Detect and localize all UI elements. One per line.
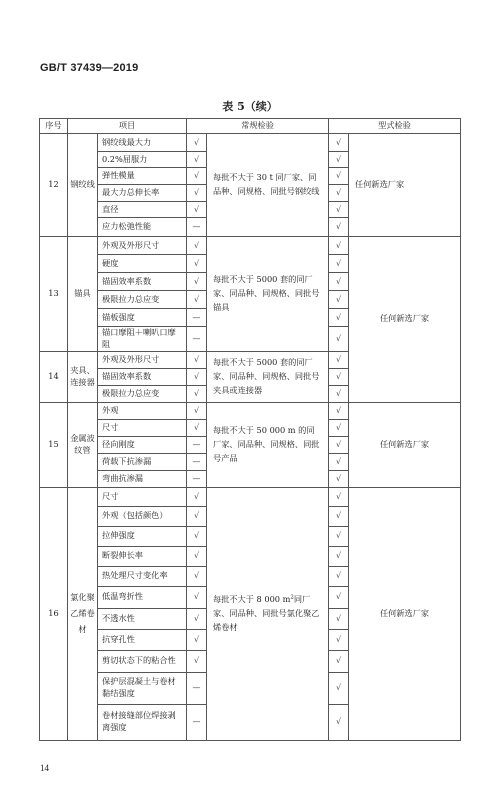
col-header-item: 项目 [68,119,187,134]
type-mark: √ [329,586,349,608]
item-label: 外观及外形尺寸 [98,351,187,368]
type-mark: √ [329,487,349,506]
routine-batch-desc: 每批不大于 50 000 m 的同厂家、同品种、同规格、同批号产品 [207,402,329,487]
type-mark: √ [329,134,349,152]
type-mark: √ [329,351,349,368]
item-label: 锚口摩阻＋喇叭口摩阻 [98,327,187,352]
type-mark: √ [329,185,349,202]
superscript-two: 2 [290,594,294,601]
type-mark: √ [329,650,349,672]
type-mark: √ [329,470,349,487]
item-label: 断裂伸长率 [98,546,187,566]
routine-mark: — [187,470,207,487]
table-caption: 表 5（续） [222,100,278,113]
type-mark: √ [329,402,349,419]
routine-mark: — [187,672,207,704]
col-header-routine: 常规检验 [187,119,329,134]
type-mark: √ [329,506,349,526]
col-header-seq: 序号 [40,119,68,134]
routine-mark: √ [187,368,207,385]
item-label: 抗穿孔性 [98,629,187,650]
routine-mark: √ [187,185,207,202]
type-desc: 任何新选厂家 [349,134,461,237]
type-desc: 任何新选厂家 [349,402,461,487]
routine-mark: √ [187,487,207,506]
item-label: 不透水性 [98,608,187,629]
routine-batch-desc: 每批不大于 30 t 同厂家、同品种、同规格、同批号钢绞线 [207,134,329,237]
type-mark: √ [329,291,349,309]
col-header-type: 型式检验 [329,119,461,134]
routine-mark: √ [187,546,207,566]
type-desc: 任何新选厂家 [349,487,461,740]
routine-mark: √ [187,351,207,368]
inspection-table [39,118,461,741]
type-mark: √ [329,237,349,255]
routine-mark: √ [187,255,207,273]
type-mark: √ [329,255,349,273]
routine-mark: √ [187,526,207,546]
type-mark: √ [329,608,349,629]
routine-mark: √ [187,629,207,650]
item-label: 钢绞线最大力 [98,134,187,152]
type-mark: √ [329,419,349,436]
routine-mark: — [187,218,207,237]
routine-mark: √ [187,202,207,218]
seq-number: 13 [40,237,68,352]
type-mark: √ [329,629,349,650]
routine-desc-text: 同厂家、同品种、同批号氯化聚乙烯卷材 [213,593,320,632]
type-desc: 任何新选厂家 [349,237,461,403]
item-label: 低温弯折性 [98,586,187,608]
product-name: 金属波纹管 [68,402,98,487]
routine-mark: √ [187,134,207,152]
type-mark: √ [329,704,349,740]
type-mark: √ [329,566,349,586]
item-label: 剪切状态下的粘合性 [98,650,187,672]
routine-mark: — [187,327,207,352]
type-mark: √ [329,436,349,453]
table-header-row [40,119,461,134]
routine-mark: √ [187,168,207,185]
item-label: 极限拉力总应变 [98,291,187,309]
seq-number: 15 [40,402,68,487]
seq-number: 12 [40,134,68,237]
table-row [40,402,461,419]
routine-mark: √ [187,152,207,168]
item-label: 热处理尺寸变化率 [98,566,187,586]
routine-mark: √ [187,273,207,291]
type-mark: √ [329,273,349,291]
routine-mark: √ [187,608,207,629]
item-label: 锚固效率系数 [98,273,187,291]
item-label: 径向刚度 [98,436,187,453]
routine-mark: √ [187,566,207,586]
routine-batch-desc: 每批不大于 5000 套的同厂家、同品种、同规格、同批号锚具 [207,237,329,352]
page-number: 14 [40,763,49,773]
item-label: 荷载下抗渗漏 [98,453,187,470]
product-name: 钢绞线 [68,134,98,237]
routine-mark: √ [187,506,207,526]
item-label: 尺寸 [98,487,187,506]
item-label: 拉伸强度 [98,526,187,546]
routine-mark: √ [187,586,207,608]
routine-batch-desc: 每批不大于 5000 套的同厂家、同品种、同规格、同批号夹具或连接器 [207,351,329,402]
type-mark: √ [329,368,349,385]
table-row [40,134,461,152]
routine-mark: √ [187,402,207,419]
standard-number: GB/T 37439—2019 [40,62,139,74]
product-name: 氯化聚乙烯卷材 [68,487,98,740]
item-label: 外观 [98,402,187,419]
item-label: 保护层混凝土与卷材黏结强度 [98,672,187,704]
routine-desc-text: 每批不大于 8 000 m [213,593,291,604]
type-mark: √ [329,526,349,546]
type-mark: √ [329,152,349,168]
type-mark: √ [329,453,349,470]
routine-mark: — [187,309,207,327]
type-mark: √ [329,168,349,185]
routine-mark: √ [187,650,207,672]
item-label: 直径 [98,202,187,218]
item-label: 弯曲抗渗漏 [98,470,187,487]
type-mark: √ [329,385,349,402]
item-label: 硬度 [98,255,187,273]
routine-batch-desc [207,487,329,740]
routine-mark: — [187,453,207,470]
item-label: 锚板强度 [98,309,187,327]
item-label: 弹性模量 [98,168,187,185]
item-label: 应力松弛性能 [98,218,187,237]
routine-mark: — [187,704,207,740]
seq-number: 14 [40,351,68,402]
item-label: 卷材接缝部位焊接剥离强度 [98,704,187,740]
type-mark: √ [329,202,349,218]
type-mark: √ [329,309,349,327]
routine-mark: √ [187,419,207,436]
product-name: 锚具 [68,237,98,352]
table-row [40,237,461,255]
item-label: 极限拉力总应变 [98,385,187,402]
item-label: 0.2%屈服力 [98,152,187,168]
product-name: 夹具、连接器 [68,351,98,402]
routine-mark: — [187,436,207,453]
item-label: 尺寸 [98,419,187,436]
routine-mark: √ [187,385,207,402]
routine-mark: √ [187,237,207,255]
item-label: 外观及外形尺寸 [98,237,187,255]
type-mark: √ [329,218,349,237]
table-row [40,487,461,506]
item-label: 最大力总伸长率 [98,185,187,202]
item-label: 锚固效率系数 [98,368,187,385]
type-mark: √ [329,546,349,566]
seq-number: 16 [40,487,68,740]
type-mark: √ [329,327,349,352]
type-mark: √ [329,672,349,704]
routine-mark: √ [187,291,207,309]
item-label: 外观（包括颜色） [98,506,187,526]
